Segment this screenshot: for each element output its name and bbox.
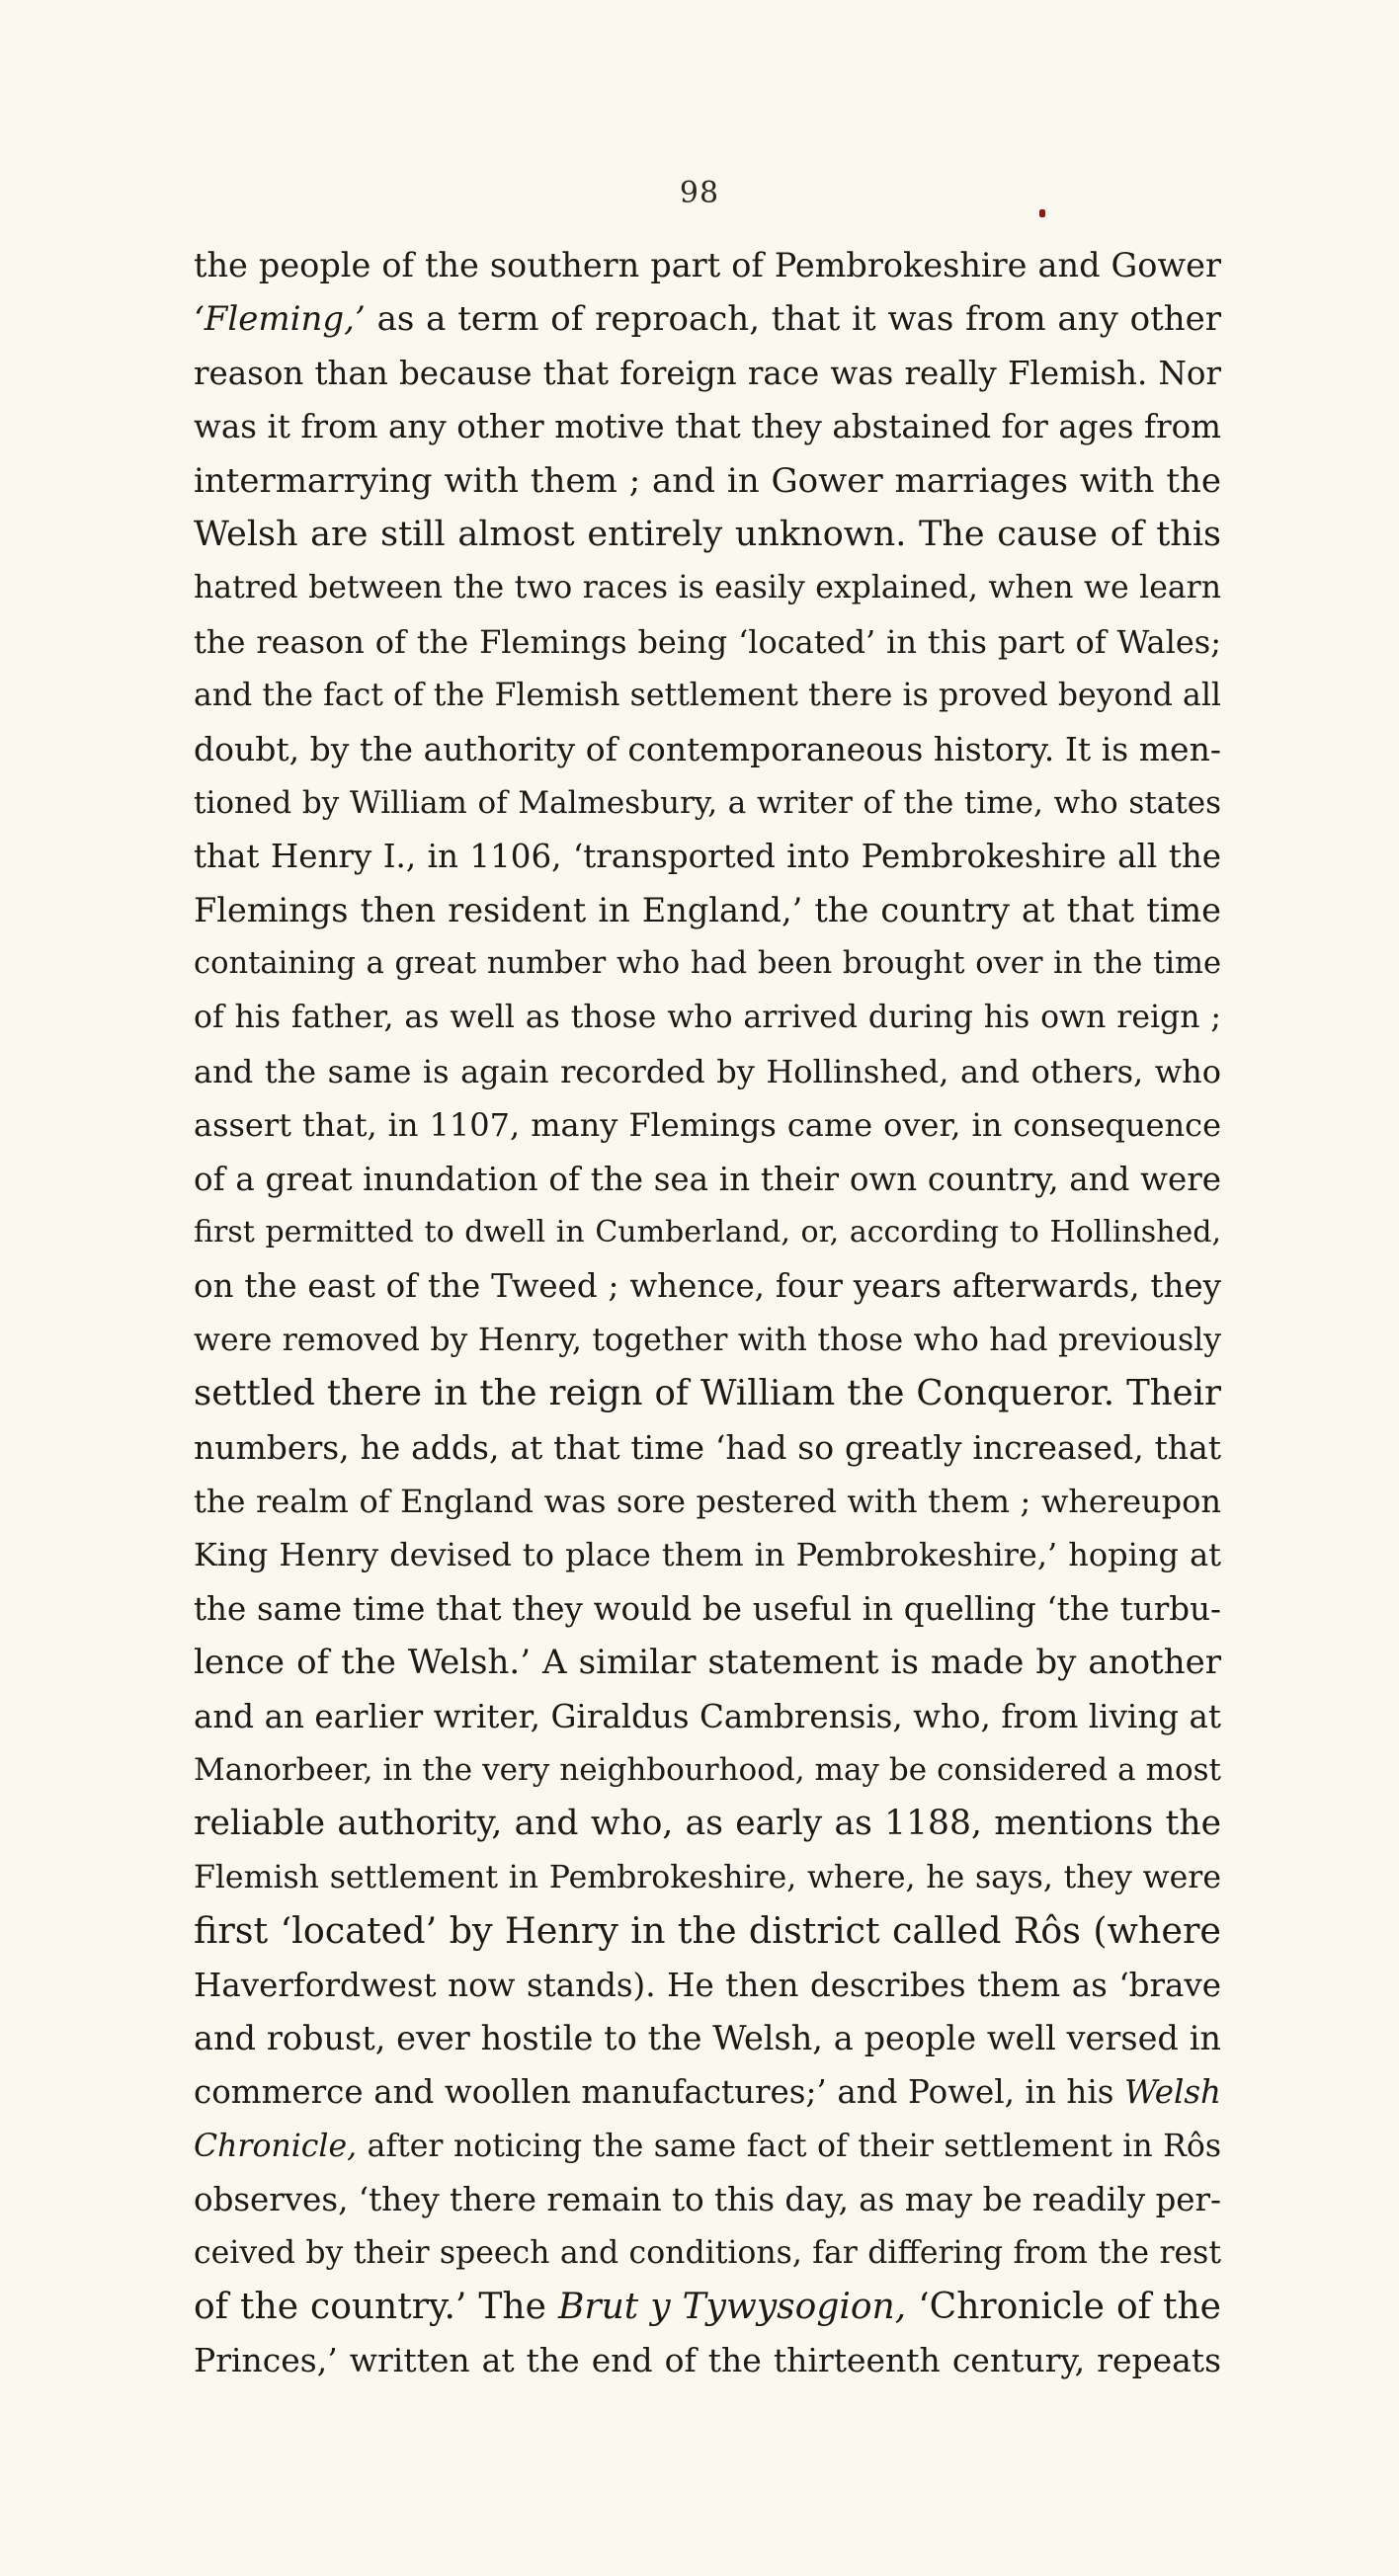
text-line [194, 508, 1221, 561]
text-line [194, 454, 1221, 508]
text-line [194, 991, 1221, 1044]
text-line [194, 1098, 1221, 1152]
text-run: commerce and woollen manufactures;’ and Powel, in his [194, 2073, 1124, 2112]
text-run: ceived by their speech and conditions, far differing from the rest [194, 2235, 1221, 2272]
text-line [194, 1582, 1221, 1636]
text-run: Princes,’ written at the end of the thirteenth century, repeats [194, 2341, 1221, 2380]
text-run: hatred between the two races is easily explained, when we learn [194, 570, 1221, 606]
text-line [194, 669, 1221, 722]
text-run: and the fact of the Flemish settlement there is proved beyond all [194, 678, 1221, 714]
text-run: containing a great number who had been brought over in the time [194, 946, 1221, 982]
text-line [194, 1528, 1221, 1581]
text-run: doubt, by the authority of contemporaneous history. It is men- [194, 729, 1221, 768]
page-number: 98 [679, 176, 720, 210]
text-run: were removed by Henry, together with those who had previously [194, 1322, 1221, 1358]
text-run: lence of the Welsh.’ A similar statement is made by another [194, 1643, 1221, 1683]
text-run: of the country.’ The [194, 2286, 558, 2327]
text-run: Manorbeer, in the very neighbourhood, may be considered a most [194, 1751, 1221, 1788]
text-line [194, 1959, 1221, 2012]
body-text [194, 239, 1221, 2388]
text-run: Flemish settlement in Pembrokeshire, where, he says, they were [194, 1859, 1221, 1895]
text-run: of a great inundation of the sea in their own country, and were [194, 1160, 1221, 1198]
text-run: Welsh are still almost entirely unknown. The cause of this [194, 514, 1221, 554]
text-run: and the same is again recorded by Hollinshed, and others, who [194, 1052, 1221, 1090]
text-run: Haverfordwest now stands). He then describes them as ‘brave [194, 1966, 1221, 2004]
text-run: was it from any other motive that they abstained for ages from [194, 408, 1221, 446]
text-run: the realm of England was sore pestered with them ; whereupon [194, 1482, 1221, 1520]
text-line [194, 830, 1221, 883]
italic-run: Chronicle, [194, 2128, 358, 2164]
text-run: as a term of reproach, that it was from any other [365, 299, 1221, 340]
text-line [194, 1636, 1221, 1689]
text-run: numbers, he adds, at that time ‘had so greatly increased, that [194, 1427, 1221, 1467]
text-run: the reason of the Flemings being ‘located’ in this part of Wales; [194, 622, 1221, 661]
text-run: the people of the southern part of Pembrokeshire and Gower [194, 246, 1221, 284]
text-line [194, 2226, 1221, 2280]
text-line [194, 2012, 1221, 2065]
text-run: tioned by William of Malmesbury, a writer of the time, who states [194, 784, 1221, 821]
text-run: after noticing the same fact of their settlement in Rôs [357, 2128, 1221, 2164]
text-line [194, 1367, 1221, 1420]
text-line [194, 2120, 1221, 2173]
text-line [194, 723, 1221, 776]
italic-run: ‘Fleming,’ [194, 299, 366, 340]
text-run: observes, ‘they there remain to this day, as may be readily per- [194, 2181, 1221, 2219]
text-run: and robust, ever hostile to the Welsh, a people well versed in [194, 2018, 1221, 2057]
text-line [194, 1045, 1221, 1098]
text-line [194, 2065, 1221, 2119]
text-line [194, 884, 1221, 937]
text-run: reason than because that foreign race was really Flemish. Nor [194, 354, 1221, 392]
ink-mark [1039, 209, 1045, 217]
text-run: first ‘located’ by Henry in the district called Rôs (where [194, 1909, 1221, 1953]
text-run: ‘Chronicle of the [906, 2286, 1221, 2327]
text-line [194, 1206, 1221, 1259]
text-line [194, 1421, 1221, 1475]
text-line [194, 1690, 1221, 1743]
text-run: Flemings then resident in England,’ the country at that time [194, 890, 1221, 929]
text-run: assert that, in 1107, many Flemings came over, in consequence [194, 1106, 1221, 1145]
text-line [194, 937, 1221, 991]
text-line [194, 561, 1221, 614]
text-line [194, 1904, 1221, 1958]
text-line [194, 2334, 1221, 2387]
text-run: the same time that they would be useful in quelling ‘the turbu- [194, 1589, 1221, 1628]
text-line [194, 1851, 1221, 1904]
italic-run: Welsh [1124, 2073, 1221, 2112]
text-line [194, 1259, 1221, 1313]
text-line [194, 1475, 1221, 1528]
text-run: King Henry devised to place them in Pembrokeshire,’ hoping at [194, 1536, 1221, 1574]
text-line [194, 1314, 1221, 1367]
text-line [194, 1743, 1221, 1797]
text-line [194, 2173, 1221, 2226]
text-run: and an earlier writer, Giraldus Cambrensis, who, from living at [194, 1697, 1221, 1735]
text-line [194, 292, 1221, 346]
text-run: settled there in the reign of William the Conqueror. Their [194, 1373, 1221, 1414]
text-run: first permitted to dwell in Cumberland, or, according to Hollinshed, [194, 1215, 1221, 1250]
text-line [194, 239, 1221, 292]
text-line [194, 776, 1221, 830]
italic-run: Brut y Tywysogion, [557, 2286, 907, 2327]
text-run: on the east of the Tweed ; whence, four years afterwards, they [194, 1267, 1221, 1306]
text-run: that Henry I., in 1106, ‘transported into Pembrokeshire all the [194, 838, 1221, 876]
text-line [194, 2281, 1221, 2334]
text-line [194, 615, 1221, 669]
text-run: of his father, as well as those who arrived during his own reign ; [194, 1000, 1221, 1036]
text-run: reliable authority, and who, as early as 1188, mentions the [194, 1804, 1221, 1844]
text-line [194, 1797, 1221, 1850]
text-line [194, 1153, 1221, 1206]
text-line [194, 347, 1221, 400]
text-line [194, 400, 1221, 453]
text-run: intermarrying with them ; and in Gower marriages with the [194, 460, 1221, 501]
